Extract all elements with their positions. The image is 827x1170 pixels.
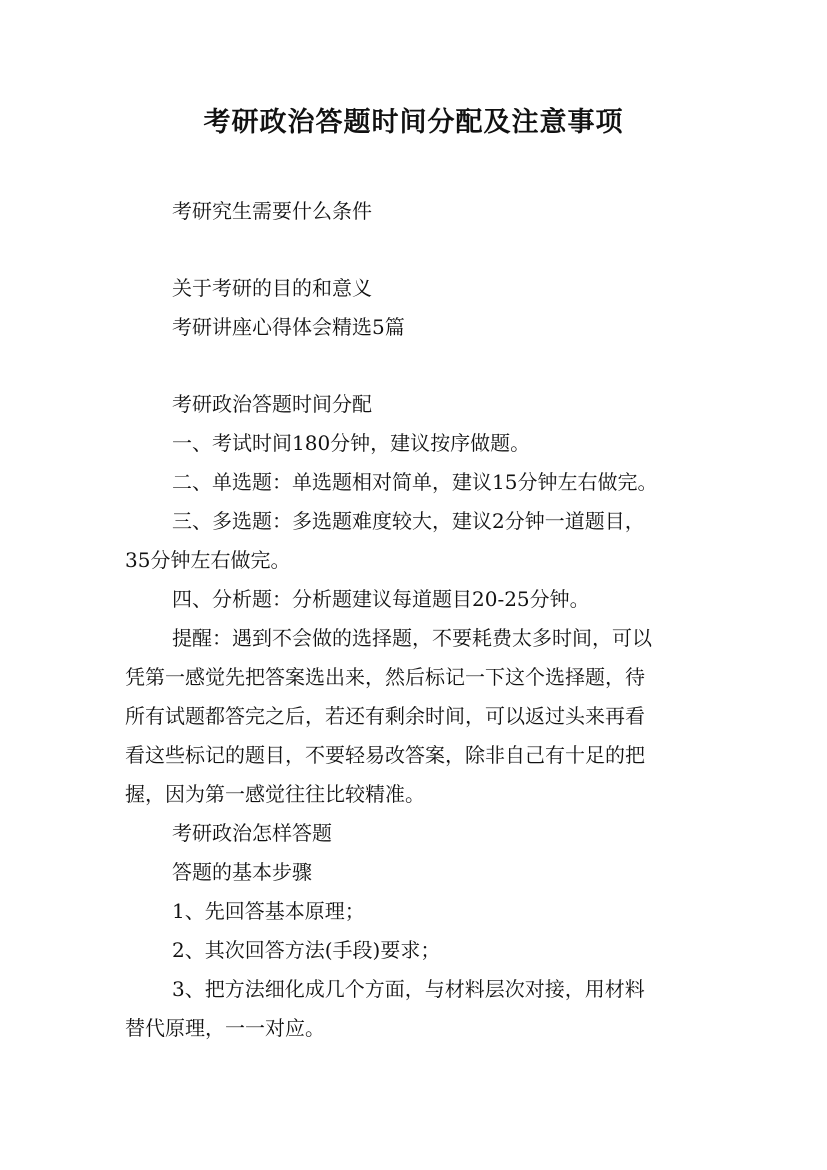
list-item: 2、其次回答方法(手段)要求； bbox=[172, 938, 441, 962]
text-line: 二、单选题：单选题相对简单，建议15分钟左右做完。 bbox=[172, 470, 658, 494]
text-line: 一、考试时间180分钟，建议按序做题。 bbox=[172, 431, 531, 455]
text-line: 考研究生需要什么条件 bbox=[172, 199, 372, 223]
text-line: 看这些标记的题目，不要轻易改答案，除非自己有十足的把 bbox=[125, 743, 645, 767]
text-line: 替代原理，一一对应。 bbox=[125, 1016, 325, 1040]
document-title: 考研政治答题时间分配及注意事项 bbox=[203, 107, 624, 138]
text-line: 关于考研的目的和意义 bbox=[172, 276, 372, 300]
text-line: 三、多选题：多选题难度较大，建议2分钟一道题目， bbox=[172, 509, 645, 533]
text-line: 所有试题都答完之后，若还有剩余时间，可以返过头来再看 bbox=[125, 704, 645, 728]
text-line: 提醒：遇到不会做的选择题，不要耗费太多时间，可以 bbox=[172, 626, 652, 650]
text-line: 四、分析题：分析题建议每道题目20-25分钟。 bbox=[172, 587, 590, 611]
list-item: 3、把方法细化成几个方面，与材料层次对接，用材料 bbox=[172, 977, 645, 1001]
text-line: 考研政治答题时间分配 bbox=[172, 392, 372, 416]
text-line: 答题的基本步骤 bbox=[172, 860, 312, 884]
text-line: 35分钟左右做完。 bbox=[125, 548, 291, 572]
list-item: 1、先回答基本原理； bbox=[172, 899, 365, 923]
text-line: 握，因为第一感觉往往比较精准。 bbox=[125, 782, 425, 806]
text-line: 考研讲座心得体会精选5篇 bbox=[172, 315, 405, 339]
text-line: 凭第一感觉先把答案选出来，然后标记一下这个选择题，待 bbox=[125, 665, 645, 689]
section-heading: 考研政治怎样答题 bbox=[172, 821, 332, 845]
